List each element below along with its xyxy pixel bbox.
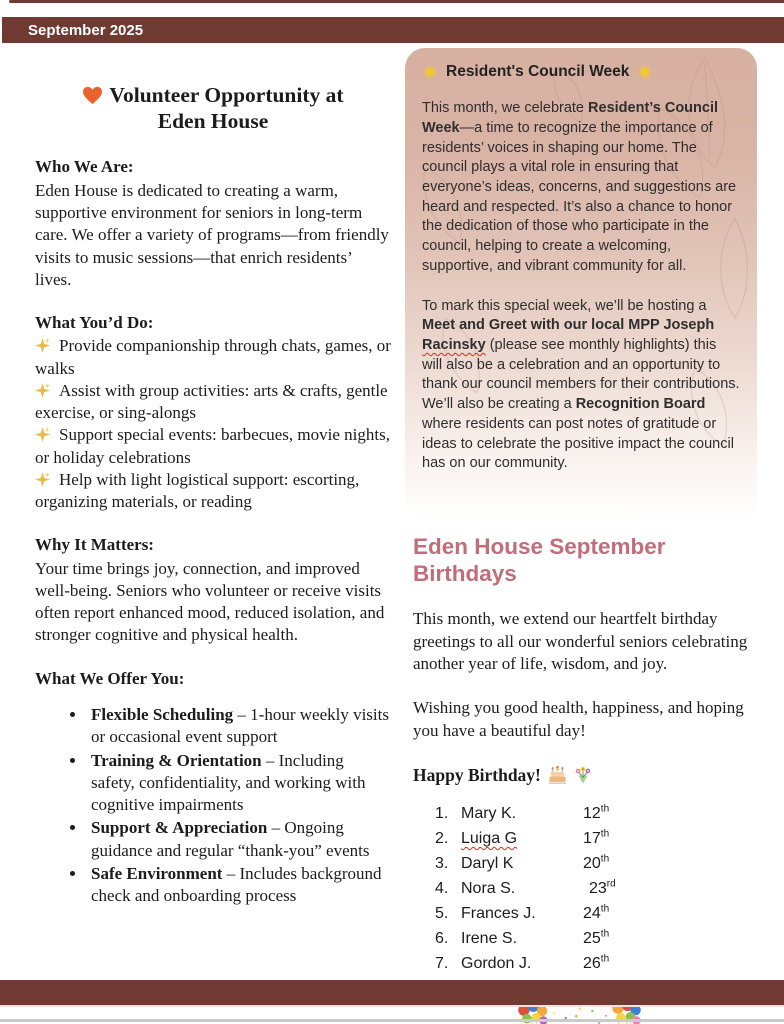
newsletter-title (35, 82, 391, 134)
birthday-cake-icon (548, 766, 567, 785)
resident-name: Mary K. (461, 805, 517, 823)
resident-name: Daryl K (461, 855, 514, 873)
birthday-day: 12th (583, 803, 610, 823)
row-number: 3. (435, 855, 449, 873)
birthday-row (435, 951, 757, 976)
sparkle-icon (35, 383, 50, 398)
left-column (35, 82, 391, 928)
resident-name: Luiga G (461, 830, 518, 848)
birthday-day: 17th (583, 828, 610, 848)
section-body: Eden House is dedicated to creating a warm, supportive environment for seniors in long-term care. We offer a variety of programs—from friendly visits to music sessions—that enrich residents’ lives. (35, 180, 389, 289)
birthday-paragraph-1: This month, we extend our heartfelt birthday greetings to all our wonderful seniors celebrating another year of life, wisdom, and joy. (413, 609, 748, 674)
council-box-content (422, 61, 740, 474)
resident-name: Irene S. (461, 930, 518, 948)
resident-name: Frances J. (461, 905, 536, 923)
section-who-we-are (35, 156, 391, 291)
sparkle-icon (35, 472, 50, 487)
row-number: 1. (435, 805, 449, 823)
date-label: September 2025 (28, 21, 144, 39)
header-bar (2, 17, 784, 43)
offer-item: • Support & Appreciation – Ongoing guidance and regular “thank-you” events (87, 817, 391, 862)
birthday-row (435, 851, 757, 876)
title-line2: Eden House (157, 109, 269, 134)
offer-item: • Flexible Scheduling – 1-hour weekly visits or occasional event support (87, 704, 391, 749)
birthday-day: 24th (583, 903, 610, 923)
resident-name: Gordon J. (461, 955, 532, 973)
row-number: 6. (435, 930, 449, 948)
title-line1: Volunteer Opportunity at (109, 83, 344, 107)
birthday-day: 25th (583, 928, 610, 948)
birthday-row (435, 801, 757, 826)
task-item: Assist with group activities: arts & crafts, gentle exercise, or sing-alongs (35, 380, 388, 423)
spellcheck-flagged-word: Racinsky (422, 336, 486, 353)
task-item: Help with light logistical support: escorting, organizing materials, or reading (35, 469, 360, 512)
sparkle-icon (35, 338, 50, 353)
birthday-list-heading: Happy Birthday! (413, 765, 757, 786)
birthday-row (435, 876, 757, 901)
section-heading: What You’d Do: (35, 313, 154, 333)
birthday-row (435, 926, 757, 951)
birthday-row (435, 901, 757, 926)
sparkle-icon (35, 427, 50, 442)
birthday-day: 23rd (589, 878, 616, 898)
resident-name: Nora S. (461, 880, 516, 898)
footer-bar (0, 980, 784, 1007)
row-number: 7. (435, 955, 449, 973)
birthday-paragraph-2: Wishing you good health, happiness, and hoping you have a beautiful day! (413, 697, 744, 740)
birthday-list (435, 801, 757, 976)
page-top-border (9, 0, 784, 3)
right-column (405, 48, 757, 1024)
sun-icon (422, 64, 438, 80)
council-week-box (405, 48, 757, 520)
page-bottom-edge (0, 1019, 784, 1022)
sun-icon (637, 64, 653, 80)
row-number: 4. (435, 880, 449, 898)
section-what-we-offer (35, 668, 391, 908)
council-paragraph-2: To mark this special week, we’ll be hosting a Meet and Greet with our local MPP Joseph Racinsky (please see monthly highlights) this will also be a celebration and an opportunity to thank our council members for their contributions. We’ll also be creating a Recognition Board where residents can post notes of gratitude or ideas to celebrate the positive impact the council has on our community. (422, 297, 740, 472)
bouquet-icon (574, 766, 592, 785)
row-number: 5. (435, 905, 449, 923)
council-week-title: Resident's Council Week (422, 61, 740, 82)
section-why-it-matters (35, 534, 391, 646)
council-paragraph-1: This month, we celebrate Resident’s Council Week—a time to recognize the importance of residents’ voices in shaping our home. The council plays a vital role in ensuring that everyone’s ideas, concerns, and suggestions are heard and respected. It’s also a chance to honor the dedication of those who participate in the council, helping to create a welcoming, supportive, and vibrant community for all. (422, 100, 737, 274)
birthday-row (435, 826, 757, 851)
task-item: Support special events: barbecues, movie nights, or holiday celebrations (35, 425, 390, 467)
section-heading: Why It Matters: (35, 535, 154, 555)
section-what-youd-do (35, 312, 391, 513)
offer-item: • Training & Orientation – Including safety, confidentiality, and working with cognitive impairments (87, 750, 391, 817)
row-number: 2. (435, 830, 449, 848)
birthday-day: 26th (583, 953, 610, 973)
task-item: Provide companionship through chats, games, or walks (35, 336, 391, 378)
birthdays-heading: Eden House September Birthdays (413, 534, 666, 586)
offer-list (35, 704, 391, 907)
section-body: Your time brings joy, connection, and improved well-being. Seniors who volunteer or receive visits often report enhanced mood, reduced isolation, and stronger cognitive and physical health. (35, 558, 385, 645)
orange-heart-icon (82, 86, 103, 105)
birthday-day: 20th (583, 853, 610, 873)
section-heading: Who We Are: (35, 157, 134, 177)
offer-item: • Safe Environment – Includes background check and onboarding process (87, 863, 391, 908)
section-heading: What We Offer You: (35, 668, 185, 688)
